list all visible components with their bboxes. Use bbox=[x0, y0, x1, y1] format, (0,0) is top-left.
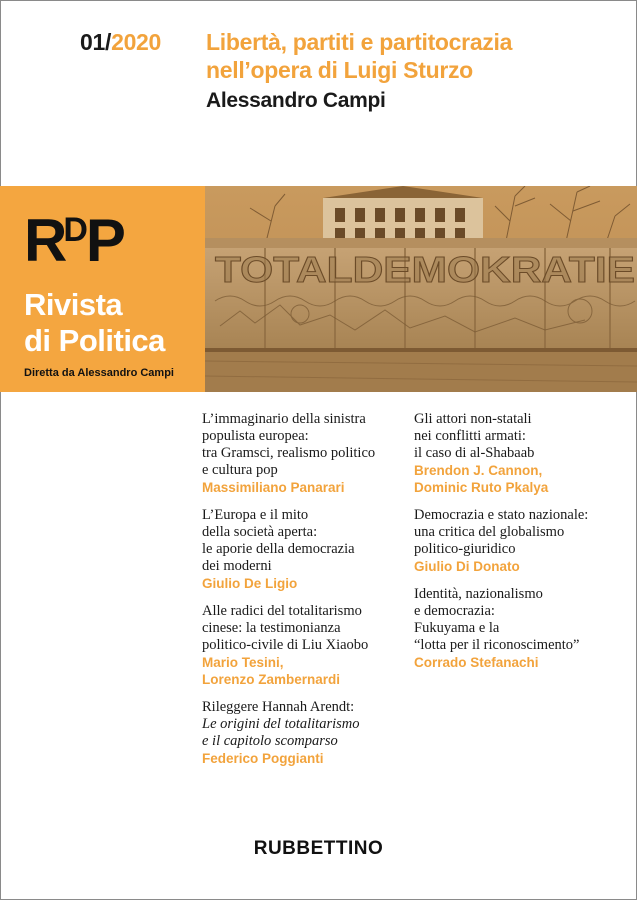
article-author: Giulio Di Donato bbox=[414, 559, 520, 574]
article-entry[interactable] bbox=[202, 699, 407, 767]
rdp-logo: $R^DP$ bbox=[24, 207, 122, 274]
article-title: Alle radici del totalitarismo cinese: la testimonianza politico-civile di Liu Xiaobo bbox=[202, 603, 369, 653]
issue-number: 01/2020 bbox=[80, 29, 162, 55]
headline-line: Libertà, partiti e partitocrazia bbox=[206, 29, 513, 55]
article-entry[interactable] bbox=[414, 507, 634, 575]
article-author: Dominic Ruto Pkalya bbox=[414, 480, 549, 495]
wall-graffiti: TOTALDEMOKRATIE bbox=[215, 249, 635, 290]
article-author: Corrado Stefanachi bbox=[414, 655, 539, 670]
article-title: Democrazia e stato nazionale: una critica del globalismo politico-giuridico bbox=[414, 507, 589, 557]
headline-author: Alessandro Campi bbox=[206, 89, 386, 112]
contents-left-column bbox=[202, 411, 407, 778]
article-author: Mario Tesini, bbox=[202, 655, 284, 670]
article-entry[interactable] bbox=[414, 586, 634, 671]
article-entry[interactable] bbox=[202, 603, 407, 688]
article-title: Rileggere Hannah Arendt: Le origini del totalitarismo e il capitolo scomparso bbox=[202, 699, 360, 749]
article-entry[interactable] bbox=[414, 411, 634, 496]
article-entry[interactable] bbox=[202, 507, 407, 592]
article-author: Giulio De Ligio bbox=[202, 576, 298, 591]
article-title: L’Europa e il mito della società aperta: le aporie della democrazia dei moderni bbox=[202, 507, 355, 574]
article-entry[interactable] bbox=[202, 411, 407, 496]
headline-title bbox=[206, 28, 626, 84]
article-author: Federico Poggianti bbox=[202, 751, 324, 766]
journal-title-line: di Politica bbox=[24, 323, 165, 358]
journal-title-line: Rivista bbox=[24, 287, 123, 322]
article-author: Massimiliano Panarari bbox=[202, 480, 345, 495]
article-author: Lorenzo Zambernardi bbox=[202, 672, 341, 687]
article-title: L’immaginario della sinistra populista europea: tra Gramsci, realismo politico e cultura pop bbox=[202, 411, 376, 478]
contents-right-column bbox=[414, 411, 634, 682]
article-author: Brendon J. Cannon, bbox=[414, 463, 543, 478]
article-title: Identità, nazionalismo e democrazia: Fukuyama e la “lotta per il riconoscimento” bbox=[414, 586, 580, 653]
berlin-wall-photo bbox=[205, 186, 637, 392]
article-title: Gli attori non-statali nei conflitti armati: il caso di al-Shabaab bbox=[414, 411, 535, 461]
publisher-logo: RUBBETTINO bbox=[253, 838, 384, 859]
headline-line: nell’opera di Luigi Sturzo bbox=[206, 57, 473, 83]
journal-director: Diretta da Alessandro Campi bbox=[24, 367, 174, 379]
